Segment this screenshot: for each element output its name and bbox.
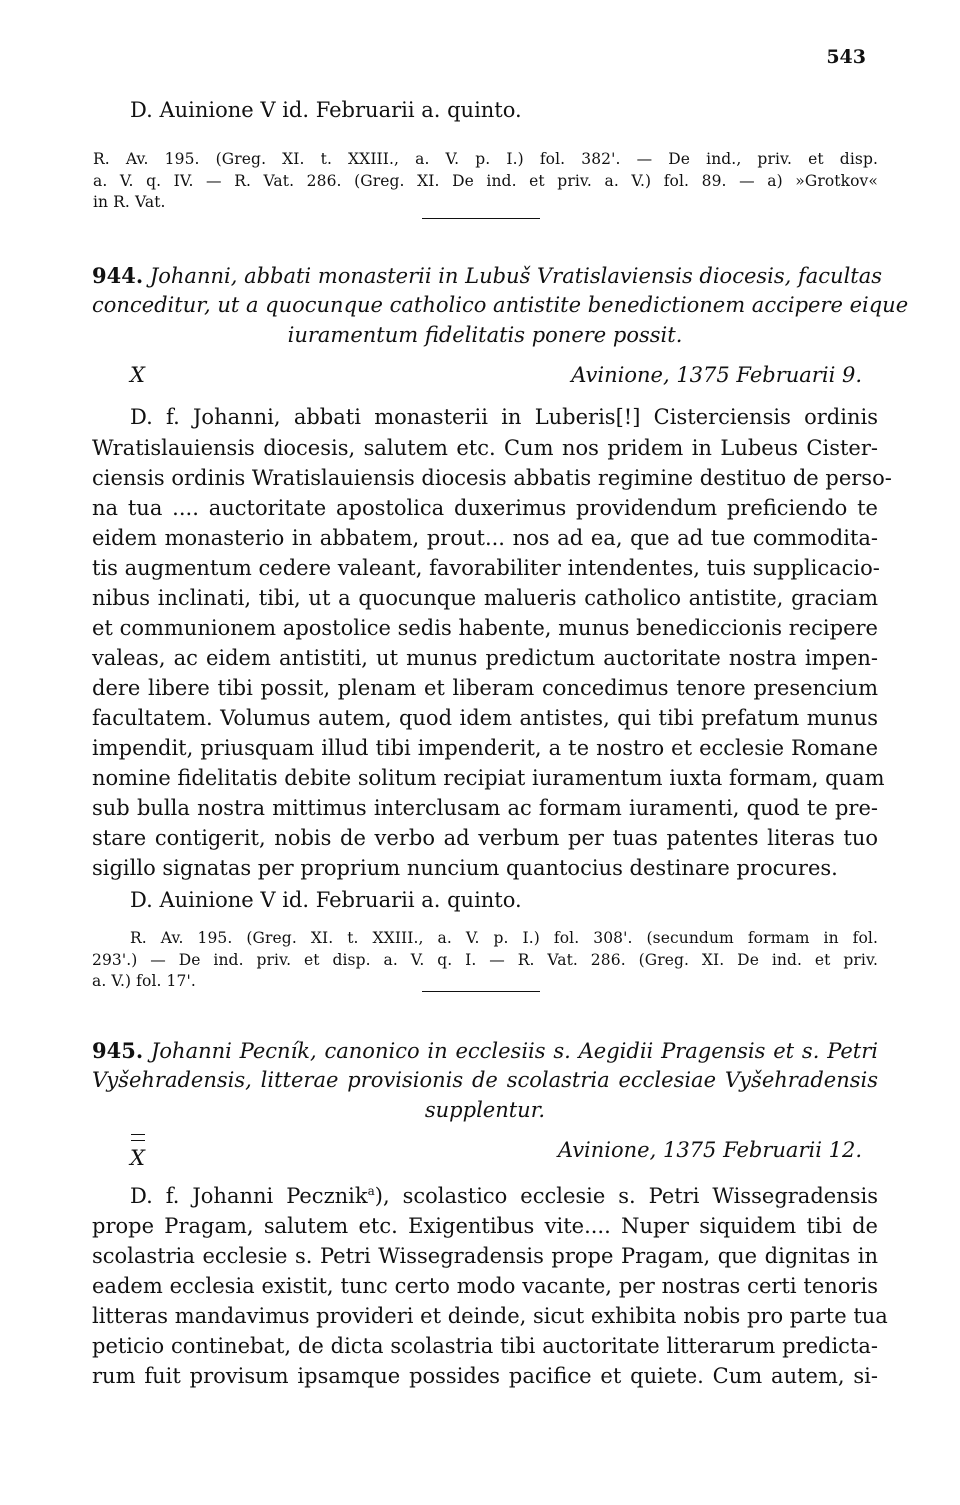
- entry-944-note-line: a. V.) fol. 17'.: [92, 972, 196, 990]
- entry-945-body-line: rum fuit provisum ipsamque possides pacifice et quiete. Cum autem, si-: [92, 1364, 878, 1388]
- section-divider: [422, 218, 540, 219]
- entry-944-body-line: valeas, ac eidem antistiti, ut munus predictum auctoritate nostra impen-: [92, 646, 878, 670]
- entry-944-heading: [92, 263, 883, 288]
- entry-945-number: 945.: [92, 1038, 144, 1063]
- entry-945-body-first-line: [130, 1184, 878, 1208]
- entry-944-body-line: stare contigerit, nobis de verbo ad verbum per tuas patentes literas tuo: [92, 826, 878, 850]
- entry-944-heading-line: iuramentum fidelitatis ponere possit.: [287, 323, 683, 347]
- note-top-line: in R. Vat.: [93, 193, 166, 211]
- entry-945-mark-bar: [131, 1134, 145, 1135]
- entry-945-body-line: scolastria ecclesie s. Petri Wissegradensis prope Pragam, que dignitas in: [92, 1244, 878, 1268]
- entry-944-body-line: et communionem apostolice sedis habente, munus benediccionis recipere: [92, 616, 878, 640]
- entry-945-heading-line: supplentur.: [424, 1098, 546, 1122]
- entry-944-heading-line: Johanni, abbati monasterii in Lubuš Vratislaviensis diocesis, facultas: [149, 264, 883, 288]
- entry-944-body-line: facultatem. Volumus autem, quod idem antistes, qui tibi prefatum munus: [92, 706, 878, 730]
- entry-944-body-line: Wratislauiensis diocesis, salutem etc. Cum nos pridem in Lubeus Cister-: [92, 436, 878, 460]
- entry-945-body-text: D. f. Johanni Pecznik: [130, 1184, 368, 1208]
- entry-944-body-line: tis augmentum cedere valeant, favorabiliter intendentes, tuis supplicacio-: [92, 556, 880, 580]
- footnote-marker: a: [367, 1184, 375, 1198]
- entry-945-body-line: litteras mandavimus provideri et deinde, sicut exhibita nobis pro parte tua: [92, 1304, 888, 1328]
- entry-944-body-line: nibus inclinati, tibi, ut a quocunque malueris catholico antistite, graciam: [92, 586, 878, 610]
- entry-944-body-line: D. f. Johanni, abbati monasterii in Luberis[!] Cisterciensis ordinis: [130, 405, 878, 429]
- entry-945-body-text: ), scolastico ecclesie s. Petri Wissegradensis: [374, 1184, 878, 1208]
- entry-944-dating: D. Auinione V id. Februarii a. quinto.: [130, 888, 522, 912]
- entry-945-body-line: prope Pragam, salutem etc. Exigentibus vite.... Nuper siquidem tibi de: [92, 1214, 878, 1238]
- entry-944-number: 944.: [92, 263, 144, 288]
- entry-944-note-line: R. Av. 195. (Greg. XI. t. XXIII., a. V. p. I.) fol. 308'. (secundum formam in fol.: [130, 929, 878, 947]
- entry-944-body-line: sub bulla nostra mittimus interclusam ac formam iuramenti, quod te pre-: [92, 796, 878, 820]
- note-top-line: a. V. q. IV. — R. Vat. 286. (Greg. XI. De ind. et priv. a. V.) fol. 89. — a) »Grotkov«: [93, 172, 878, 190]
- entry-944-body-line: impendit, priusquam illud tibi impenderit, a te nostro et ecclesie Romane: [92, 736, 878, 760]
- entry-945-place-date: Avinione, 1375 Februarii 12.: [557, 1138, 862, 1162]
- entry-944-body-line: na tua .... auctoritate apostolica duxerimus providendum preficiendo te: [92, 496, 878, 520]
- entry-945-body-line: eadem ecclesia existit, tunc certo modo vacante, per nostras certi tenoris: [92, 1274, 878, 1298]
- entry-945-heading: [92, 1038, 878, 1063]
- entry-944-mark: X: [130, 363, 145, 387]
- entry-944-body-line: eidem monasterio in abbatem, prout... nos ad ea, que ad tue commodita-: [92, 526, 878, 550]
- entry-945-body-line: peticio continebat, de dicta scolastria tibi auctoritate litterarum predicta-: [92, 1334, 878, 1358]
- entry-944-body-line: dere libere tibi possit, plenam et liberam concedimus tenore presencium: [92, 676, 878, 700]
- entry-945-heading-line: Vyšehradensis, litterae provisionis de scolastria ecclesiae Vyšehradensis: [92, 1068, 878, 1092]
- entry-944-note-line: 293'.) — De ind. priv. et disp. a. V. q. I. — R. Vat. 286. (Greg. XI. De ind. et priv.: [92, 951, 878, 969]
- dating-top: D. Auinione V id. Februarii a. quinto.: [130, 98, 522, 122]
- note-top-line: R. Av. 195. (Greg. XI. t. XXIII., a. V. p. I.) fol. 382'. — De ind., priv. et disp.: [93, 150, 878, 168]
- entry-944-place-date: Avinione, 1375 Februarii 9.: [571, 363, 862, 387]
- page-number: 543: [826, 46, 866, 68]
- entry-944-body-line: sigillo signatas per proprium nuncium quantocius destinare procures.: [92, 856, 838, 880]
- entry-945-mark: X: [130, 1146, 145, 1170]
- entry-944-body-line: ciensis ordinis Wratislauiensis diocesis abbatis regimine destituo de perso-: [92, 466, 892, 490]
- entry-945-heading-line: Johanni Pecník, canonico in ecclesiis s. Aegidii Pragensis et s. Petri: [150, 1039, 878, 1063]
- entry-945-mark-bar: [131, 1140, 145, 1141]
- section-divider: [422, 991, 540, 992]
- entry-944-heading-line: conceditur, ut a quocunque catholico antistite benedictionem accipere eique: [92, 293, 909, 317]
- entry-944-body-line: nomine fidelitatis debite solitum recipiat iuramentum iuxta formam, quam: [92, 766, 885, 790]
